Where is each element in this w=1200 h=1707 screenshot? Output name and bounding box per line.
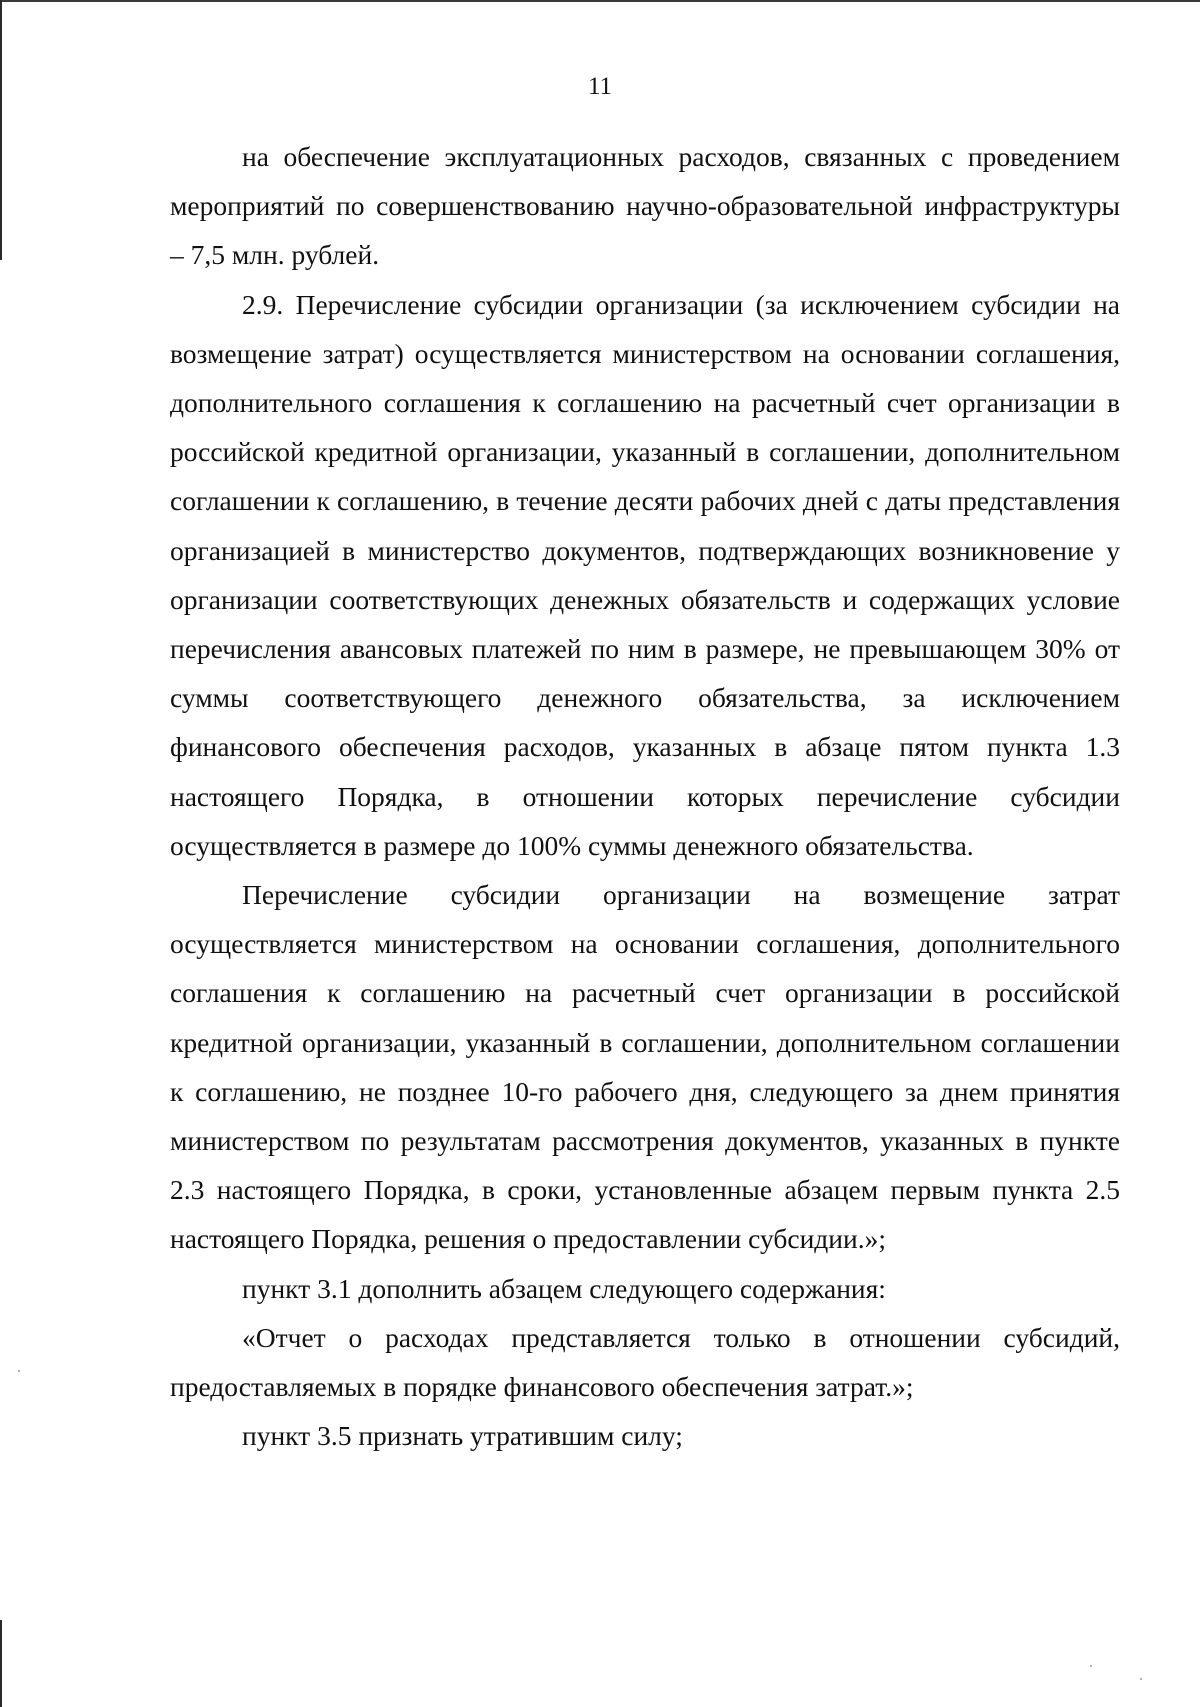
paragraph-2-9: 2.9. Перечисление субсидии организации (за исключением субсидии на возмещение затрат) осуществляется министерством на основании соглашения, дополнительного соглашения к соглашению на расчетный счет организации в российской кредитной организации, указанный в соглашении, дополнительном соглашении к соглашению, в течение десяти рабочих дней с даты представления организацией в министерство документов, подтверждающих возникновение у организации соответствующих денежных обязательств и содержащих условие перечисления авансовых платежей по ним в размере, не превышающем 30% от суммы соответствующего денежного обязательства, за исключением финансового обеспечения расходов, указанных в абзаце пятом пункта 1.3 настоящего Порядка, в отношении которых перечисление субсидии осуществляется в размере до 100% суммы денежного обязательства. <box>170 288 1120 861</box>
scan-edge-left-upper <box>0 0 2 260</box>
paragraph-quote-report: «Отчет о расходах представляется только в отношении субсидий, предоставляемых в порядке финансового обеспечения затрат.»; <box>170 1321 1120 1403</box>
paragraph-repeal-3-5: пункт 3.5 признать утратившим силу; <box>242 1420 683 1452</box>
scan-edge-top <box>0 0 1200 2</box>
paragraph-transfer-reimbursement: Перечисление субсидии организации на возмещение затрат осуществляется министерством на основании соглашения, дополнительного соглашения к соглашению на расчетный счет организации в российской кредитной организации, указанный в соглашении, дополнительном соглашении к соглашению, не позднее 10-го рабочего дня, следующего за днем принятия министерством по результатам рассмотрения документов, указанных в пункте 2.3 настоящего Порядка, в сроки, установленные абзацем первым пункта 2.5 настоящего Порядка, решения о предоставлении субсидии.»; <box>170 879 1120 1255</box>
scan-speck <box>1090 1665 1092 1667</box>
scan-speck <box>18 1370 20 1372</box>
document-body <box>170 132 1120 1460</box>
scan-edge-left-lower <box>0 1620 2 1707</box>
scan-speck <box>1140 1678 1142 1680</box>
page-number: 11 <box>587 73 613 100</box>
paragraph-amend-3-1: пункт 3.1 дополнить абзацем следующего содержания: <box>242 1272 886 1304</box>
paragraph-continuation: на обеспечение эксплуатационных расходов, связанных с проведением мероприятий по совершенствованию научно-образовательной инфраструктуры – 7,5 млн. рублей. <box>170 141 1120 271</box>
